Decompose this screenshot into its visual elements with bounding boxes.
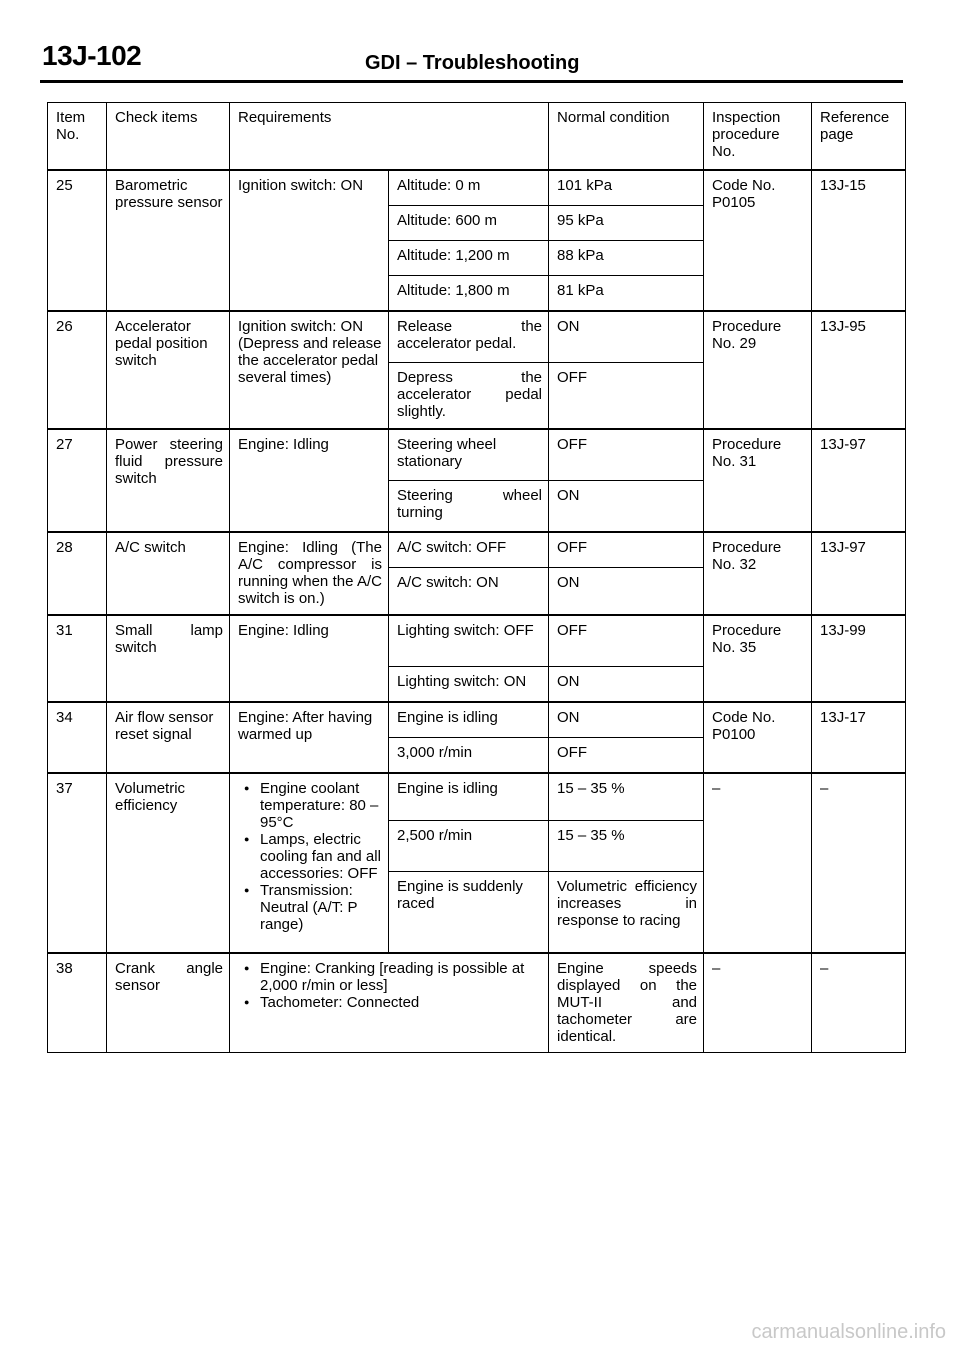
normal-condition: Engine speeds displayed on the MUT-II and tachometer are identical.: [549, 953, 704, 1053]
col-header-requirements: Requirements: [230, 103, 549, 171]
table-row: [48, 311, 906, 363]
normal-condition: Volumetric efficiency increases in response to racing: [549, 872, 704, 954]
reference-page: 13J-97: [812, 532, 906, 615]
normal-condition: OFF: [549, 615, 704, 667]
normal-condition: OFF: [549, 532, 704, 568]
item-number: 38: [48, 953, 107, 1053]
item-number: 37: [48, 773, 107, 953]
normal-condition: 81 kPa: [549, 276, 704, 312]
check-item: Small lamp switch: [107, 615, 230, 702]
condition: 2,500 r/min: [389, 821, 549, 872]
condition: A/C switch: OFF: [389, 532, 549, 568]
col-header-normal: Normal condition: [549, 103, 704, 171]
condition: Engine is idling: [389, 773, 549, 821]
condition: A/C switch: ON: [389, 568, 549, 616]
requirement-bullet: ● Engine: Cranking [reading is possible at 2,000 r/min or less]: [238, 960, 542, 994]
requirement: Engine: Idling: [230, 615, 389, 702]
table-row: [48, 429, 906, 481]
normal-condition: OFF: [549, 738, 704, 774]
inspection-procedure: –: [704, 773, 812, 953]
requirement: Engine: Idling: [230, 429, 389, 532]
requirement: Engine: After having warmed up: [230, 702, 389, 773]
reference-page: 13J-17: [812, 702, 906, 773]
normal-condition: 101 kPa: [549, 170, 704, 206]
normal-condition: ON: [549, 667, 704, 703]
reference-page: 13J-97: [812, 429, 906, 532]
table-row: [48, 953, 906, 1053]
col-header-reference: Reference page: [812, 103, 906, 171]
item-number: 31: [48, 615, 107, 702]
inspection-procedure: Procedure No. 32: [704, 532, 812, 615]
condition: Depress the accelerator pedal slightly.: [389, 363, 549, 430]
requirement-bullet: ● Engine coolant temperature: 80 – 95°C: [238, 780, 382, 831]
normal-condition: 15 – 35 %: [549, 821, 704, 872]
requirement-list: [230, 773, 389, 953]
normal-condition: 95 kPa: [549, 206, 704, 241]
condition: Lighting switch: ON: [389, 667, 549, 703]
inspection-procedure: Procedure No. 29: [704, 311, 812, 429]
item-number: 27: [48, 429, 107, 532]
reference-page: 13J-99: [812, 615, 906, 702]
reference-page: 13J-15: [812, 170, 906, 311]
col-header-check: Check items: [107, 103, 230, 171]
check-item: Crank angle sensor: [107, 953, 230, 1053]
inspection-procedure: Procedure No. 35: [704, 615, 812, 702]
inspection-procedure: Code No. P0105: [704, 170, 812, 311]
condition: Release the accelerator pedal.: [389, 311, 549, 363]
item-number: 26: [48, 311, 107, 429]
watermark: carmanualsonline.info: [751, 1321, 946, 1343]
col-header-item: Item No.: [48, 103, 107, 171]
normal-condition: 88 kPa: [549, 241, 704, 276]
normal-condition: ON: [549, 481, 704, 533]
check-item: Accelerator pedal position switch: [107, 311, 230, 429]
normal-condition: OFF: [549, 363, 704, 430]
requirement-bullet: ● Lamps, electric cooling fan and all accessories: OFF: [238, 831, 382, 882]
item-number: 28: [48, 532, 107, 615]
header-rule: [40, 80, 903, 83]
condition: Engine is suddenly raced: [389, 872, 549, 954]
table-row: [48, 615, 906, 667]
normal-condition: 15 – 35 %: [549, 773, 704, 821]
item-number: 34: [48, 702, 107, 773]
check-item: Air flow sensor reset signal: [107, 702, 230, 773]
check-item: A/C switch: [107, 532, 230, 615]
normal-condition: ON: [549, 702, 704, 738]
page-title: GDI – Troubleshooting: [365, 52, 580, 74]
condition: Altitude: 600 m: [389, 206, 549, 241]
reference-page: 13J-95: [812, 311, 906, 429]
col-header-inspection: Inspection procedure No.: [704, 103, 812, 171]
condition: Engine is idling: [389, 702, 549, 738]
table-row: [48, 773, 906, 821]
inspection-procedure: Procedure No. 31: [704, 429, 812, 532]
requirement: Engine: Idling (The A/C compressor is running when the A/C switch is on.): [230, 532, 389, 615]
normal-condition: ON: [549, 568, 704, 616]
check-item: Barometric pressure sensor: [107, 170, 230, 311]
condition: Steering wheel stationary: [389, 429, 549, 481]
check-item: Volumetric efficiency: [107, 773, 230, 953]
condition: Altitude: 1,200 m: [389, 241, 549, 276]
normal-condition: ON: [549, 311, 704, 363]
condition: 3,000 r/min: [389, 738, 549, 774]
condition: Altitude: 0 m: [389, 170, 549, 206]
table-row: [48, 170, 906, 206]
page-number: 13J-102: [42, 40, 142, 71]
normal-condition: OFF: [549, 429, 704, 481]
requirement-bullet: ● Transmission: Neutral (A/T: P range): [238, 882, 382, 933]
condition: Altitude: 1,800 m: [389, 276, 549, 312]
requirement: Ignition switch: ON: [230, 170, 389, 311]
item-number: 25: [48, 170, 107, 311]
inspection-procedure: –: [704, 953, 812, 1053]
check-item: Power steering fluid pressure switch: [107, 429, 230, 532]
table-row: [48, 532, 906, 568]
condition: Lighting switch: OFF: [389, 615, 549, 667]
table-header-row: [48, 103, 906, 171]
reference-page: –: [812, 953, 906, 1053]
table-row: [48, 702, 906, 738]
condition: Steering wheel turning: [389, 481, 549, 533]
reference-page: –: [812, 773, 906, 953]
requirement-list: [230, 953, 549, 1053]
requirement: Ignition switch: ON (Depress and release the accelerator pedal several times): [230, 311, 389, 429]
inspection-procedure: Code No. P0100: [704, 702, 812, 773]
requirement-bullet: ● Tachometer: Connected: [238, 994, 542, 1011]
troubleshooting-table: [47, 102, 906, 1053]
